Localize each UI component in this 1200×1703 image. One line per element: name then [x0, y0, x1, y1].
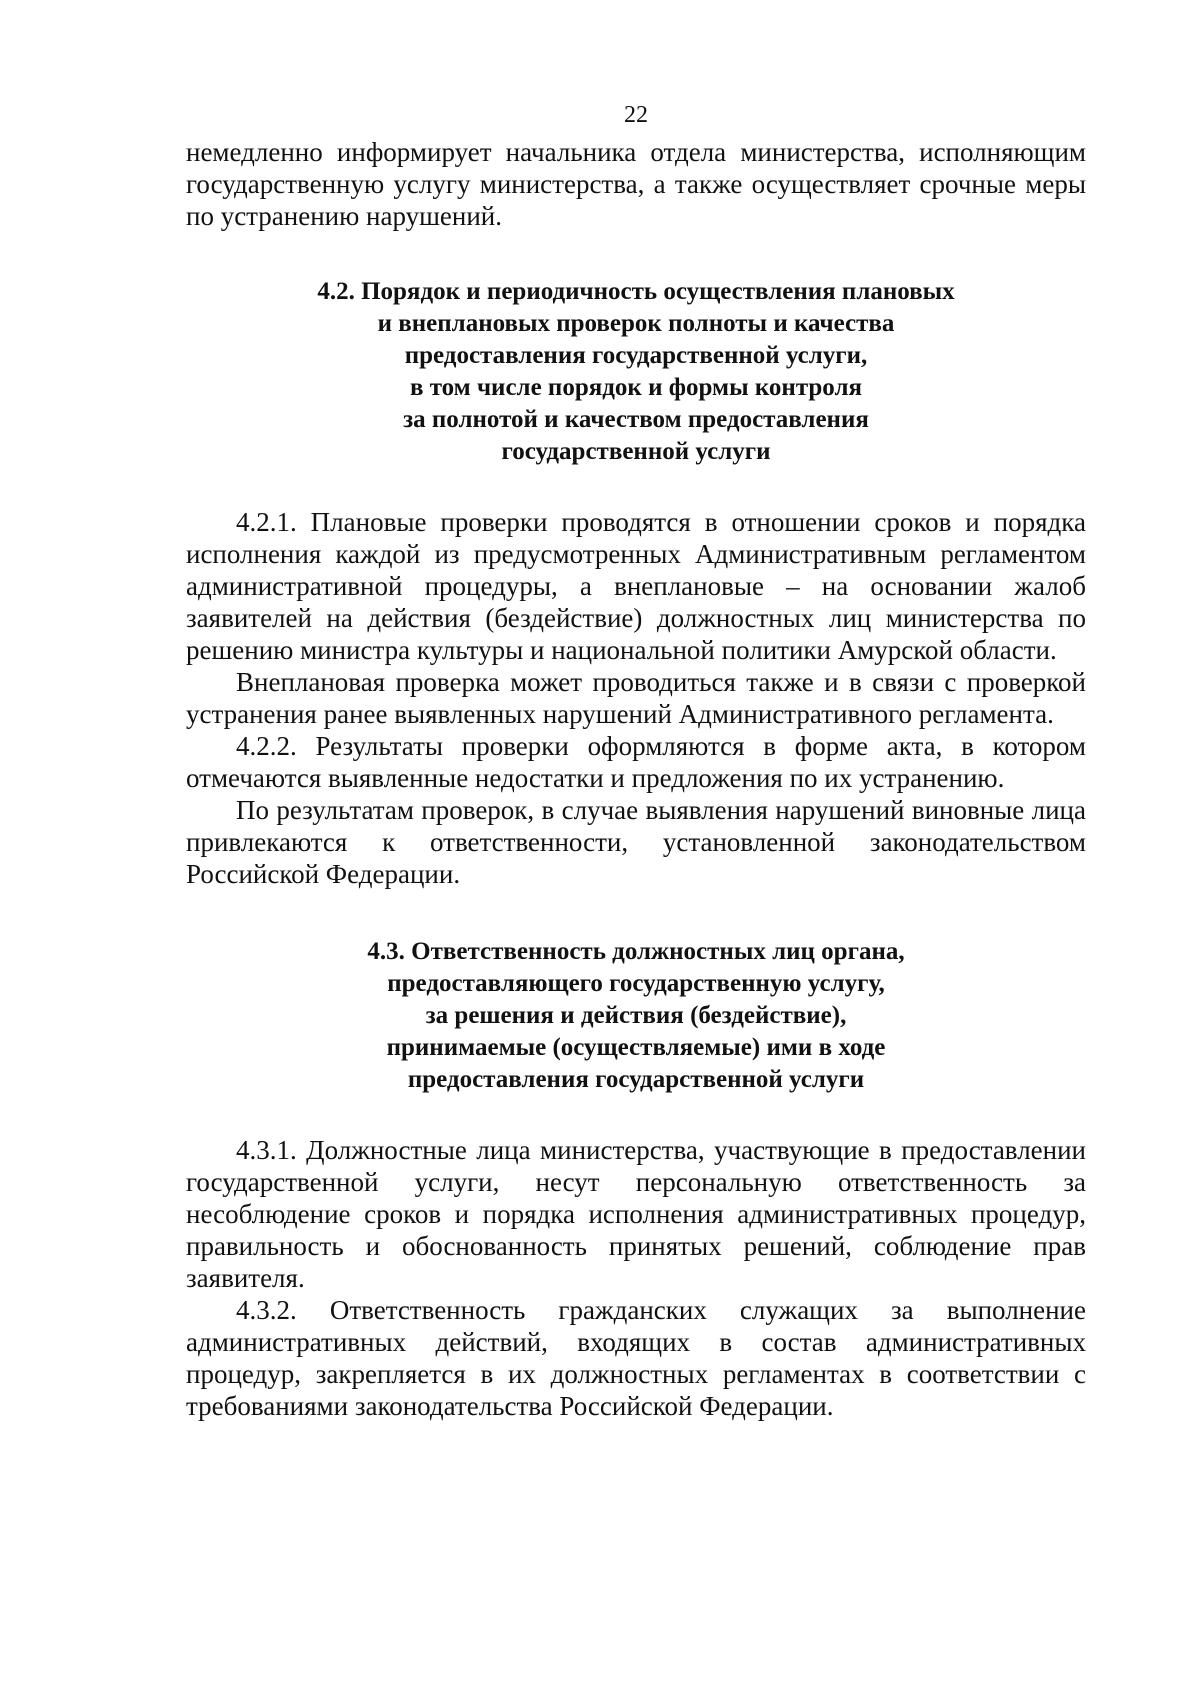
section-4-3-heading-line: предоставления государственной услуги	[407, 1066, 865, 1093]
paragraph-4-2-1: 4.2.1. Плановые проверки проводятся в отношении сроков и порядка исполнения каждой из предусмотренных Административным регламентом административной процедуры, а внеплановые – на основании жалоб заявителей на действия (бездействие) должностных лиц министерства по решению министра культуры и национальной политики Амурской области.	[186, 507, 1086, 665]
paragraph-4-2-2: 4.2.2. Результаты проверки оформляются в форме акта, в котором отмечаются выявленные недостатки и предложения по их устранению.	[186, 731, 1086, 793]
section-4-3-heading	[186, 936, 1086, 1096]
section-4-2-heading-line: предоставления государственной услуги,	[404, 342, 868, 369]
paragraph-4-3-2: 4.3.2. Ответственность гражданских служащих за выполнение административных действий, входящих в состав административных процедур, закрепляется в их должностных регламентах в соответствии с требованиями законодательства Российской Федерации.	[186, 1295, 1086, 1421]
section-4-2-heading-line: 4.2. Порядок и периодичность осуществления плановых	[317, 278, 955, 305]
section-4-2-heading	[186, 276, 1086, 468]
section-4-2-heading-line: и внеплановых проверок полноты и качества	[377, 310, 895, 337]
paragraph-check-results: По результатам проверок, в случае выявления нарушений виновные лица привлекаются к ответственности, установленной законодательством Российской Федерации.	[186, 795, 1086, 889]
page-number: 22	[624, 102, 648, 128]
section-4-3-heading-line: за решения и действия (бездействие),	[425, 1002, 847, 1029]
section-4-2-heading-line: государственной услуги	[501, 438, 771, 465]
section-4-2-heading-line: в том числе порядок и формы контроля	[409, 374, 863, 401]
document-page	[186, 100, 1086, 1422]
intro-paragraph: немедленно информирует начальника отдела министерства, исполняющим государственную услугу министерства, а также осуществляет срочные меры по устранению нарушений.	[186, 137, 1086, 231]
section-4-2-heading-line: за полнотой и качеством предоставления	[403, 406, 869, 433]
section-4-3-heading-line: принимаемые (осуществляемые) ими в ходе	[386, 1034, 886, 1061]
section-4-3-heading-line: предоставляющего государственную услугу,	[387, 970, 885, 997]
paragraph-4-3-1: 4.3.1. Должностные лица министерства, участвующие в предоставлении государственной услуги, несут персональную ответственность за несоблюдение сроков и порядка исполнения административных процедур, правильность и обоснованность принятых решений, соблюдение прав заявителя.	[186, 1135, 1086, 1293]
section-4-3-heading-line: 4.3. Ответственность должностных лиц органа,	[367, 938, 905, 965]
paragraph-unscheduled-check: Внеплановая проверка может проводиться также и в связи с проверкой устранения ранее выявленных нарушений Административного регламента.	[186, 667, 1086, 729]
